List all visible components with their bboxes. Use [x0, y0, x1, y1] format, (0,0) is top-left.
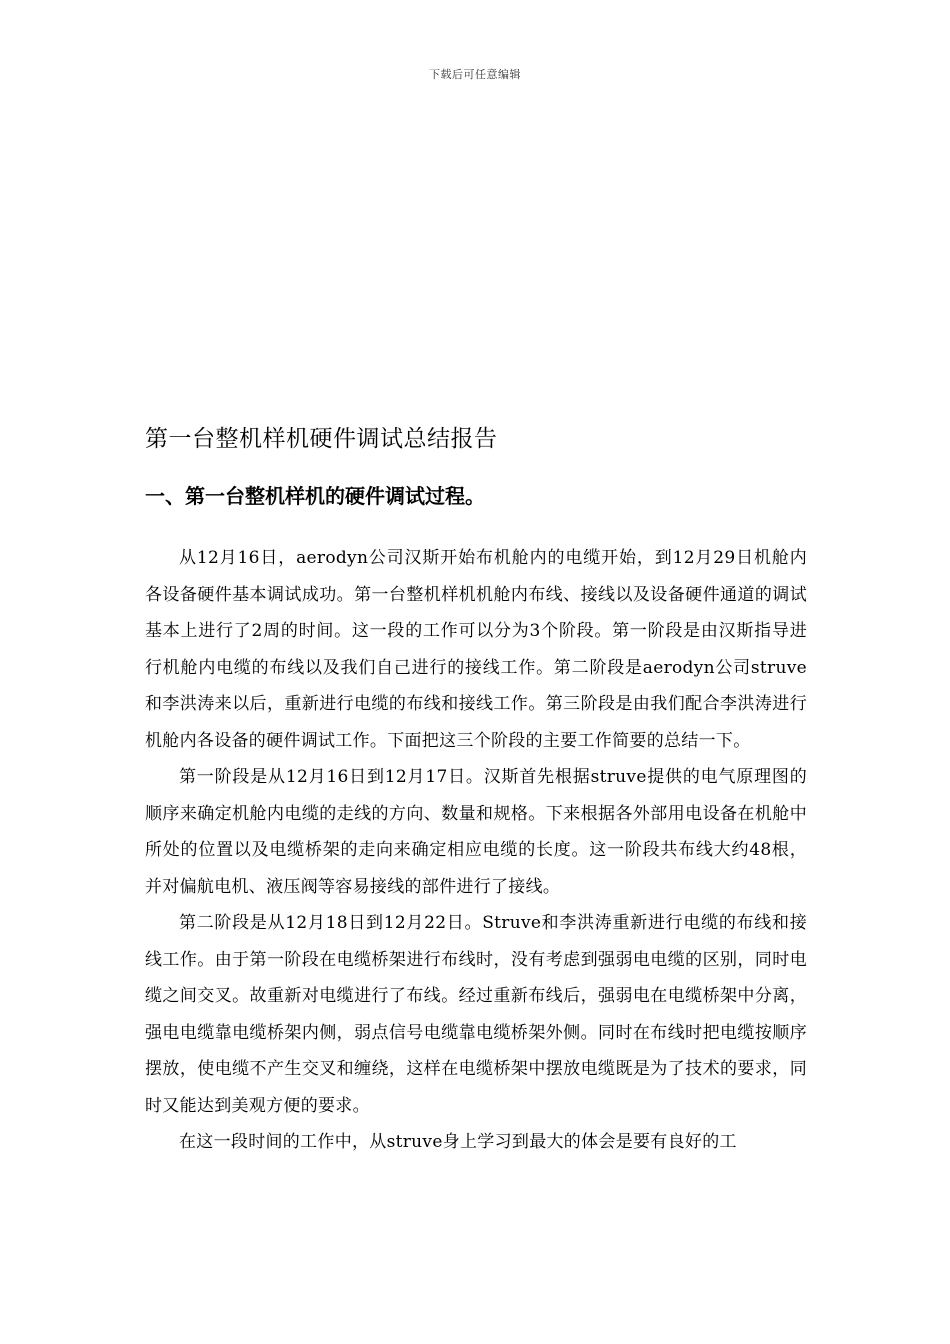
header-note: 下载后可任意编辑: [429, 68, 521, 81]
paragraph: 从12月16日，aerodyn公司汉斯开始布机舱内的电缆开始，到12月29日机舱内各设备硬件基本调试成功。第一台整机样机机舱内布线、接线以及设备硬件通道的调试基本上进行了2周的时间。这一段的工作可以分为3个阶段。第一阶段是由汉斯指导进行机舱内电缆的布线以及我们自己进行的接线工作。第二阶段是aerodyn公司struve和李洪涛来以后，重新进行电缆的布线和接线工作。第三阶段是由我们配合李洪涛进行机舱内各设备的硬件调试工作。下面把这三个阶段的主要工作简要的总结一下。: [145, 548, 807, 751]
body-text: [145, 540, 807, 1161]
section-heading: 一、第一台整机样机的硬件调试过程。: [145, 484, 485, 508]
paragraph: 在这一段时间的工作中，从struve身上学习到最大的体会是要有良好的工: [179, 1132, 737, 1152]
paragraph: 第一阶段是从12月16日到12月17日。汉斯首先根据struve提供的电气原理图的顺序来确定机舱内电缆的走线的方向、数量和规格。下来根据各外部用电设备在机舱中所处的位置以及电缆桥架的走向来确定相应电缆的长度。这一阶段共布线大约48根，并对偏航电机、液压阀等容易接线的部件进行了接线。: [145, 767, 807, 897]
paragraph: 第二阶段是从12月18日到12月22日。Struve和李洪涛重新进行电缆的布线和接线工作。由于第一阶段在电缆桥架进行布线时，没有考虑到强弱电电缆的区别，同时电缆之间交叉。故重新对电缆进行了布线。经过重新布线后，强弱电在电缆桥架中分离，强电电缆靠电缆桥架内侧，弱点信号电缆靠电缆桥架外侧。同时在布线时把电缆按顺序摆放，使电缆不产生交叉和缠绕，这样在电缆桥架中摆放电缆既是为了技术的要求，同时又能达到美观方便的要求。: [145, 913, 807, 1116]
document-title: 第一台整机样机硬件调试总结报告: [145, 426, 498, 452]
